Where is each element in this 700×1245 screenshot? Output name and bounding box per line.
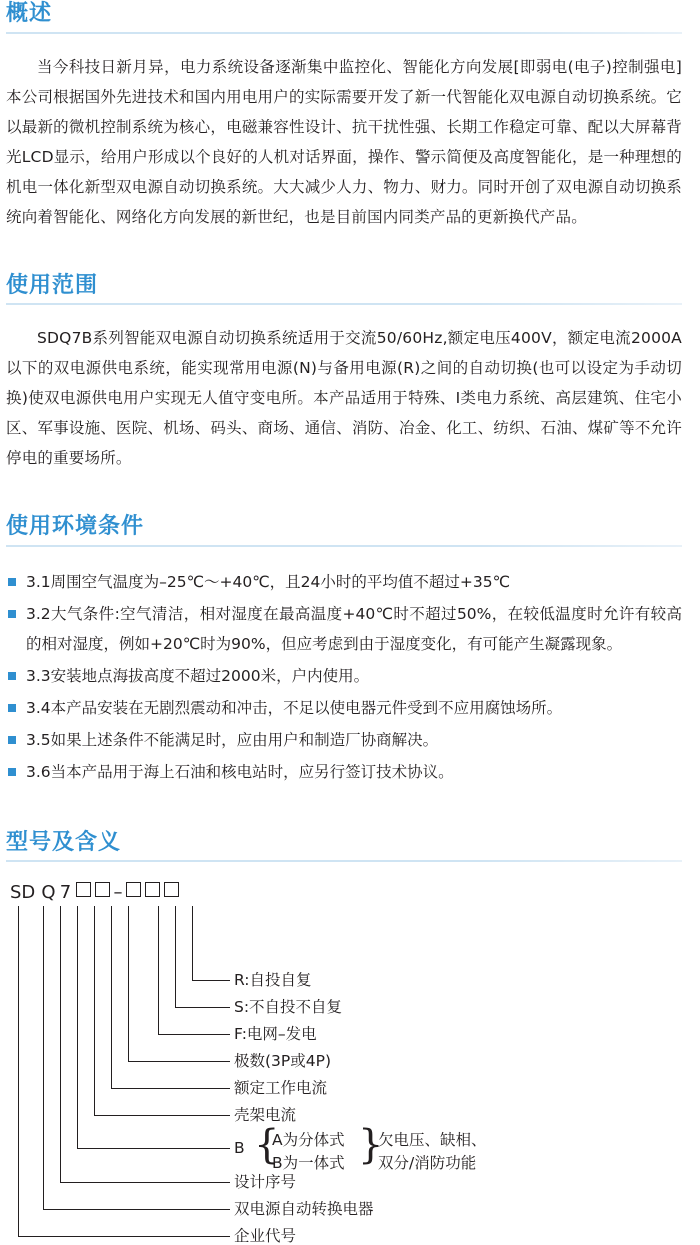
section-scope — [6, 272, 682, 474]
section-heading-conditions-text: 使用环境条件 — [6, 514, 145, 539]
leader-line-horizontal — [175, 1007, 230, 1008]
section-conditions — [6, 513, 682, 787]
list-item — [6, 725, 682, 755]
model-designation-diagram — [6, 882, 686, 1245]
brace-right-bottom-label: 双分/消防功能 — [378, 1154, 477, 1172]
bullet-square-icon — [8, 610, 16, 618]
section-heading-model — [6, 829, 682, 869]
spacer — [6, 789, 682, 829]
callout-label: F:电网–发电 — [234, 1025, 317, 1043]
leader-line-vertical — [77, 906, 78, 1148]
callout-label: 企业代号 — [234, 1227, 297, 1245]
leader-line-vertical — [192, 906, 193, 980]
heading-rule — [6, 32, 682, 34]
code-char-7: 7 — [59, 882, 72, 903]
leader-line-horizontal — [77, 1148, 230, 1149]
bullet-square-icon — [8, 768, 16, 776]
leader-line-vertical — [158, 906, 159, 1034]
code-box-3 — [126, 882, 141, 897]
code-box-5 — [164, 882, 179, 897]
code-char-q: Q — [41, 882, 56, 903]
callout-label: 额定工作电流 — [234, 1079, 328, 1097]
leader-line-horizontal — [128, 1061, 230, 1062]
leader-line-horizontal — [18, 1236, 230, 1237]
heading-rule — [6, 545, 682, 547]
callout-label: S:不自投不自复 — [234, 998, 343, 1016]
leader-line-vertical — [175, 906, 176, 1007]
callout-label: 壳架电流 — [234, 1106, 297, 1124]
list-item-text: 3.6当本产品用于海上石油和核电站时，应另行签订技术协议。 — [26, 762, 454, 781]
list-item-text: 3.3安装地点海拔高度不超过2000米，户内使用。 — [26, 666, 370, 685]
callout-label: 设计序号 — [234, 1173, 297, 1191]
leader-line-vertical — [18, 906, 19, 1236]
scope-paragraph: SDQ7B系列智能双电源自动切换系统适用于交流50/60Hz,额定电压400V，额定电流2000A以下的双电源供电系统，能实现常用电源(N)与备用电源(R)之间的自动切换(也可以设定为手动切换)使双电源供电用户实现无人值守变电所。本产品适用于特殊、I类电力系统、高层建筑、住宅小区、军事设施、医院、机场、码头、商场、通信、消防、冶金、化工、纺织、石油、煤矿等不允许停电的重要场所。 — [6, 329, 682, 467]
list-item — [6, 661, 682, 691]
section-overview — [6, 0, 682, 232]
code-box-4 — [145, 882, 160, 897]
brace-left-bottom-label: B为一体式 — [272, 1154, 345, 1172]
callout-label-b: B — [234, 1139, 245, 1157]
brace-right-top-label: 欠电压、缺相、 — [378, 1131, 487, 1149]
leader-line-horizontal — [94, 1115, 230, 1116]
section-heading-model-text: 型号及含义 — [6, 829, 122, 855]
leader-line-vertical — [94, 906, 95, 1115]
list-item — [6, 567, 682, 597]
code-dash: – — [113, 882, 123, 903]
leader-line-vertical — [43, 906, 44, 1209]
section-heading-scope — [6, 272, 682, 312]
list-item-text: 3.1周围空气温度为–25℃～+40℃，且24小时的平均值不超过+35℃ — [26, 572, 510, 591]
list-item-text: 3.4本产品安装在无剧烈震动和冲击，不足以使电器元件受到不应用腐蚀场所。 — [26, 698, 563, 717]
bullet-square-icon — [8, 578, 16, 586]
leader-line-horizontal — [192, 980, 230, 981]
list-item — [6, 757, 682, 787]
list-item — [6, 599, 682, 659]
spacer — [6, 473, 682, 513]
list-item-text: 3.5如果上述条件不能满足时，应由用户和制造厂协商解决。 — [26, 730, 439, 749]
bullet-square-icon — [8, 672, 16, 680]
brace-right-icon: } — [358, 1122, 384, 1168]
callout-label: 极数(3P或4P) — [234, 1052, 332, 1070]
bullet-square-icon — [8, 736, 16, 744]
leader-line-vertical — [111, 906, 112, 1088]
model-code-row — [10, 882, 181, 903]
leader-line-vertical — [128, 906, 129, 1061]
leader-line-horizontal — [60, 1182, 230, 1183]
brace-left-icon: { — [254, 1122, 280, 1168]
section-heading-overview-text: 概述 — [6, 1, 53, 26]
section-heading-overview — [6, 0, 682, 40]
overview-paragraph: 当今科技日新月异，电力系统设备逐渐集中监控化、智能化方向发展[即弱电(电子)控制强电]本公司根据国外先进技术和国内用电用户的实际需要开发了新一代智能化双电源自动切换系统。它以最新的微机控制系统为核心，电磁兼容性设计、抗干扰性强、长期工作稳定可靠、配以大屏幕背光LCD显示，给用户形成以个良好的人机对话界面，操作、警示简便及高度智能化，是一种理想的机电一体化新型双电源自动切换系统。大大减少人力、物力、财力。同时开创了双电源自动切换系统向着智能化、网络化方向发展的新世纪，也是目前国内同类产品的更新换代产品。 — [6, 57, 682, 226]
code-box-1 — [76, 882, 91, 897]
leader-line-horizontal — [111, 1088, 230, 1089]
callout-label: 双电源自动转换电器 — [234, 1200, 374, 1218]
leader-line-vertical — [60, 906, 61, 1182]
list-item — [6, 693, 682, 723]
code-char-sd: SD — [10, 882, 36, 903]
callout-label: R:自投自复 — [234, 971, 312, 989]
conditions-list — [6, 567, 682, 787]
leader-line-horizontal — [43, 1209, 230, 1210]
leader-line-horizontal — [158, 1034, 230, 1035]
heading-rule — [6, 860, 682, 862]
list-item-text: 3.2大气条件:空气清洁，相对湿度在最高温度+40℃时不超过50%，在较低温度时允许有较高的相对湿度，例如+20℃时为90%，但应考虑到由于湿度变化，有可能产生凝露现象。 — [26, 604, 682, 653]
brace-left-top-label: A为分体式 — [272, 1131, 345, 1149]
section-model — [6, 829, 682, 1245]
section-heading-scope-text: 使用范围 — [6, 272, 99, 298]
heading-rule — [6, 303, 682, 305]
code-box-2 — [95, 882, 110, 897]
spacer — [6, 232, 682, 272]
bullet-square-icon — [8, 704, 16, 712]
section-heading-conditions — [6, 513, 682, 553]
